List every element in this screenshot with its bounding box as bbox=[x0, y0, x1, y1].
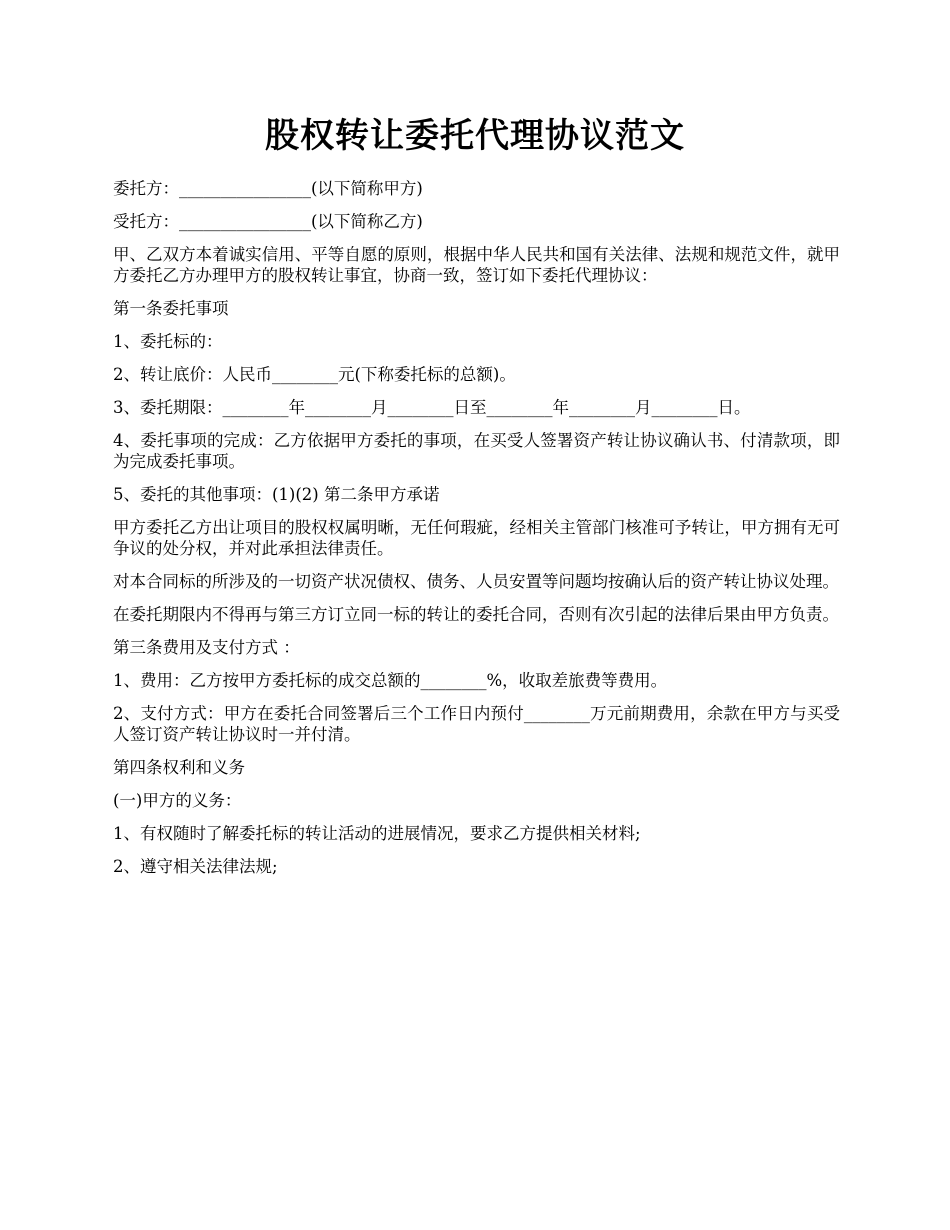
clause-paragraph: 4、委托事项的完成：乙方依据甲方委托的事项，在买受人签署资产转让协议确认书、付清款项，即为完成委托事项。 bbox=[113, 431, 840, 471]
document-title: 股权转让委托代理协议范文 bbox=[265, 116, 685, 156]
principal-line: 委托方：________________(以下简称甲方) bbox=[113, 179, 423, 198]
clause-paragraph: 1、委托标的： bbox=[113, 332, 223, 351]
subsection-heading: (一)甲方的义务： bbox=[113, 791, 242, 810]
clause-paragraph: 2、支付方式：甲方在委托合同签署后三个工作日内预付________万元前期费用，余款在甲方与买受人签订资产转让协议时一并付清。 bbox=[113, 704, 840, 744]
clause-paragraph: 2、转让底价：人民币________元(下称委托标的总额)。 bbox=[113, 365, 516, 384]
clause-paragraph: 5、委托的其他事项：(1)(2) 第二条甲方承诺 bbox=[113, 485, 440, 504]
document-body bbox=[113, 178, 840, 889]
body-paragraph: 在委托期限内不得再与第三方订立同一标的转让的委托合同，否则有次引起的法律后果由甲方负责。 bbox=[113, 605, 839, 624]
preamble-paragraph: 甲、乙双方本着诚实信用、平等自愿的原则，根据中华人民共和国有关法律、法规和规范文件，就甲方委托乙方办理甲方的股权转让事宜，协商一致，签订如下委托代理协议： bbox=[113, 245, 840, 285]
article-1-heading: 第一条委托事项 bbox=[113, 299, 229, 318]
article-3-heading: 第三条费用及支付方式 ： bbox=[113, 638, 300, 657]
clause-paragraph: 1、有权随时了解委托标的转让活动的进展情况，要求乙方提供相关材料; bbox=[113, 824, 641, 843]
clause-paragraph: 3、委托期限：________年________月________日至________年________月________日。 bbox=[113, 398, 751, 417]
clause-paragraph: 1、费用：乙方按甲方委托标的成交总额的________%，收取差旅费等费用。 bbox=[113, 671, 668, 690]
agent-line: 受托方：________________(以下简称乙方) bbox=[113, 212, 423, 231]
body-paragraph: 甲方委托乙方出让项目的股权权属明晰，无任何瑕疵，经相关主管部门核准可予转让，甲方拥有无可争议的处分权，并对此承担法律责任。 bbox=[113, 518, 840, 558]
body-paragraph: 对本合同标的所涉及的一切资产状况债权、债务、人员安置等问题均按确认后的资产转让协议处理。 bbox=[113, 572, 839, 591]
article-4-heading: 第四条权利和义务 bbox=[113, 758, 245, 777]
clause-paragraph: 2、遵守相关法律法规; bbox=[113, 857, 278, 876]
